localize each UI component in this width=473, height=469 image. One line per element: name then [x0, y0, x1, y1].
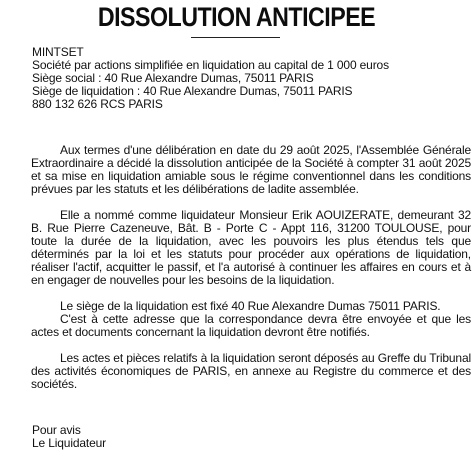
spacer — [31, 391, 471, 424]
signoff-closing: Pour avis — [32, 423, 81, 437]
paragraph-correspondence: C'est à cette adresse que la correspondance devra être envoyée et que les actes et documents concernant la liquidation devront être notifiés. — [31, 312, 471, 339]
title-underline-rule — [191, 37, 280, 38]
signoff-block — [31, 424, 471, 450]
rcs-number: 880 132 626 RCS PARIS — [32, 97, 163, 111]
registered-office: Siège social : 40 Rue Alexandre Dumas, 75011 PARIS — [32, 71, 314, 85]
spacer — [31, 111, 471, 144]
company-header — [31, 46, 471, 111]
liquidation-office: Siège de liquidation : 40 Rue Alexandre Dumas, 75011 PARIS — [32, 84, 353, 98]
paragraph-filing: Les actes et pièces relatifs à la liquidation seront déposés au Greffe du Tribunal des activités économiques de PARIS, en annexe au Registre du commerce et des sociétés. — [31, 351, 471, 391]
company-legal-form: Société par actions simplifiée en liquidation au capital de 1 000 euros — [32, 58, 389, 72]
company-name: MINTSET — [32, 45, 84, 59]
signoff-signer: Le Liquidateur — [32, 436, 106, 450]
notice-title: DISSOLUTION ANTICIPEE — [97, 2, 376, 32]
paragraph-liquidation-seat: Le siège de la liquidation est fixé 40 Rue Alexandre Dumas 75011 PARIS. — [60, 299, 441, 313]
paragraph-dissolution: Aux termes d'une délibération en date du 29 août 2025, l'Assemblée Générale Extraordinaire a décidé la dissolution anticipée de la Société à compter 31 août 2025 et sa mise en liquidation amiable sous le régime conventionnel dans les conditions prévues par les statuts et les délibérations de ladite assemblée. — [31, 143, 471, 196]
notice-body — [31, 46, 471, 450]
paragraph-liquidator: Elle a nommé comme liquidateur Monsieur Erik AOUIZERATE, demeurant 32 B. Rue Pierre Cazeneuve, Bât. B - Porte C - Appt 116, 31200 TOULOUSE, pour toute la durée de la liquidation, avec les pouvoirs les plus étendus tels que déterminés par la loi et les statuts pour procéder aux opérations de liquidation, réaliser l'actif, acquitter le passif, et l'a autorisé à continuer les affaires en cours et à en engager de nouvelles pour les besoins de la liquidation. — [31, 208, 471, 287]
